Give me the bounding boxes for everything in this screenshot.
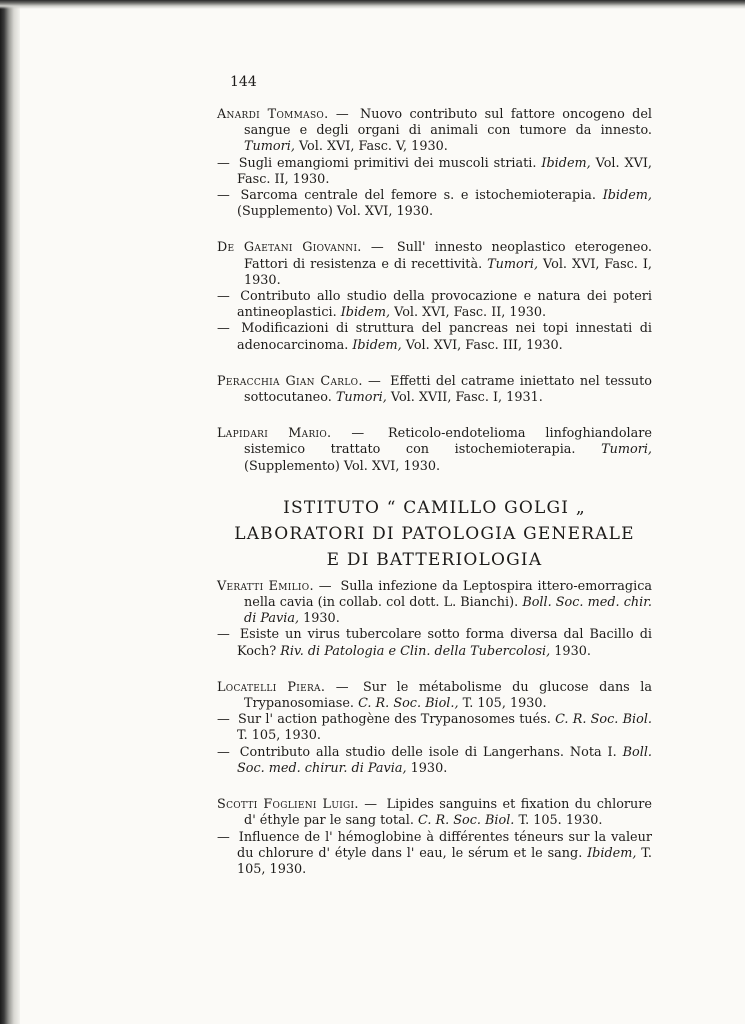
journal-name: C. R. Soc. Biol., [358, 696, 459, 712]
entry-title: Sur l' action pathogène des Trypanosomes tués. [238, 712, 551, 728]
entry-ref: (Supplemento) Vol. XVI, 1930. [237, 204, 434, 220]
bibliography-entry [217, 156, 652, 188]
em-dash: — [217, 829, 230, 845]
page-number: 144 [230, 74, 257, 90]
em-dash: — [370, 240, 384, 256]
author-block [217, 680, 652, 777]
journal-name: Ibidem, [541, 155, 591, 171]
entry-title: Lipides sanguins et fixation du chlorure d' éthyle par le sang total. [244, 797, 652, 829]
entry-title: Contributo allo studio della provocazione e natura dei poteri antineoplastici. [237, 289, 652, 321]
journal-name: Tumori, [487, 256, 539, 272]
bibliography-entry [217, 107, 652, 156]
author-name: Anardi Tommaso. [217, 107, 329, 122]
journal-name: C. R. Soc. Biol. [418, 813, 515, 829]
em-dash: — [217, 744, 230, 760]
entry-title: Sarcoma centrale del femore s. e istochemioterapia. [240, 188, 596, 204]
author-name: Locatelli Piera. [217, 679, 326, 695]
journal-name: C. R. Soc. Biol. [555, 712, 652, 728]
heading-line-laboratories: LABORATORI DI PATOLOGIA GENERALE [234, 523, 635, 544]
author-block [217, 579, 652, 660]
entry-title: Contributo alla studio delle isole di Langerhans. Nota I. [239, 744, 617, 760]
bibliography-entry [217, 830, 652, 879]
author-block [217, 426, 652, 475]
entry-title: Sugli emangiomi primitivi dei muscoli striati. [238, 155, 537, 171]
entry-ref: Vol. XVI, Fasc. V, 1930. [298, 139, 448, 155]
journal-name: Tumori, [601, 442, 652, 458]
journal-name: Tumori, [335, 390, 387, 406]
page-top-edge [0, 0, 745, 9]
journal-name: Ibidem, [602, 188, 652, 204]
bibliography-entry [217, 240, 652, 289]
bibliography-entry [217, 289, 652, 321]
journal-name: Ibidem, [352, 337, 402, 353]
entry-title: Sur le métabolisme du glucose dans la Trypanosomiase. [244, 679, 652, 712]
bibliography-entry [217, 321, 652, 353]
entry-ref: 1930. [410, 760, 448, 776]
em-dash: — [351, 426, 365, 442]
entry-ref: Vol. XVI, Fasc. I, 1930. [244, 256, 652, 288]
author-name: Veratti Emilio. [217, 578, 314, 594]
bibliography-entry [217, 712, 652, 744]
author-name: Lapidari Mario. [217, 426, 332, 442]
entry-ref: 1930. [303, 611, 340, 627]
entry-title: Nuovo contributo sul fattore oncogeno del sangue e degli organi di animali con tumore da innesto. [244, 107, 653, 139]
em-dash: — [364, 797, 378, 813]
bibliography-entry [217, 426, 652, 475]
entry-ref: Vol. XVI, Fasc. II, 1930. [394, 305, 547, 321]
author-name: De Gaetani Giovanni. [217, 240, 362, 256]
bibliography-entry [217, 627, 652, 659]
journal-name: Boll. Soc. med. chir. di Pavia, [244, 595, 652, 627]
entry-ref: Vol. XVI, Fasc. II, 1930. [237, 155, 652, 187]
journal-name: Tumori, [244, 139, 295, 155]
entry-title: Sulla infezione da Leptospira ittero-emorragica nella cavia (in collab. col dott. L. Bianchi). [244, 578, 653, 611]
book-binding-shadow [0, 0, 20, 1024]
journal-name: Ibidem, [587, 845, 637, 861]
bibliography-entry [217, 188, 652, 220]
em-dash: — [217, 155, 230, 171]
bibliography-entry [217, 680, 652, 712]
journal-name: Ibidem, [340, 305, 391, 321]
entry-title: Influence de l' hémoglobine à différentes téneurs sur la valeur du chlorure d' étyle dans l' eau, le sérum et le sang. [237, 829, 652, 861]
author-block [217, 797, 652, 878]
entry-ref: Vol. XVII, Fasc. I, 1931. [390, 390, 543, 406]
em-dash: — [217, 712, 230, 728]
entry-title: Effetti del catrame iniettato nel tessuto sottocutaneo. [244, 373, 652, 406]
em-dash: — [217, 627, 230, 643]
em-dash: — [217, 321, 230, 337]
entry-ref: T. 105. 1930. [518, 813, 603, 829]
entry-title: Modificazioni di struttura del pancreas nei topi innestati di adenocarcinoma. [237, 321, 652, 353]
entry-ref: T. 105, 1930. [462, 696, 547, 712]
em-dash: — [318, 578, 332, 594]
bibliography-entry [217, 374, 652, 406]
bibliography-entry [217, 797, 652, 829]
journal-name: Riv. di Patologia e Clin. della Tubercolosi, [280, 643, 551, 659]
entry-ref: Vol. XVI, Fasc. III, 1930. [405, 337, 563, 353]
heading-line-institute: ISTITUTO “ CAMILLO GOLGI „ [283, 497, 586, 518]
author-block [217, 240, 652, 353]
bibliography-entry [217, 745, 652, 777]
entry-title: Sull' innesto neoplastico eterogeneo. Fattori di resistenza e di recettività. [244, 240, 652, 272]
entry-title: Reticolo-endotelioma linfoghiandolare sistemico trattato con istochemioterapia. [244, 426, 652, 458]
em-dash: — [335, 679, 349, 695]
institute-heading [217, 495, 652, 573]
entry-ref: T. 105, 1930. [237, 728, 321, 744]
author-name: Peracchia Gian Carlo. [217, 373, 363, 389]
bibliography-content [217, 107, 652, 895]
em-dash: — [217, 188, 230, 204]
heading-line-bacteriology: E DI BATTERIOLOGIA [326, 549, 543, 570]
entry-ref: 1930. [554, 643, 591, 659]
em-dash: — [368, 373, 381, 389]
entry-ref: T. 105, 1930. [237, 845, 653, 877]
em-dash: — [335, 107, 349, 122]
author-block [217, 374, 652, 406]
bibliography-entry [217, 579, 652, 628]
entry-ref: (Supplemento) Vol. XVI, 1930. [244, 458, 441, 474]
entry-title: Esiste un virus tubercolare sotto forma diversa dal Bacillo di Koch? [237, 627, 652, 659]
journal-name: Boll. Soc. med. chirur. di Pavia, [237, 744, 652, 776]
author-name: Scotti Foglieni Luigi. [217, 797, 359, 813]
author-block [217, 107, 652, 220]
em-dash: — [217, 289, 230, 305]
